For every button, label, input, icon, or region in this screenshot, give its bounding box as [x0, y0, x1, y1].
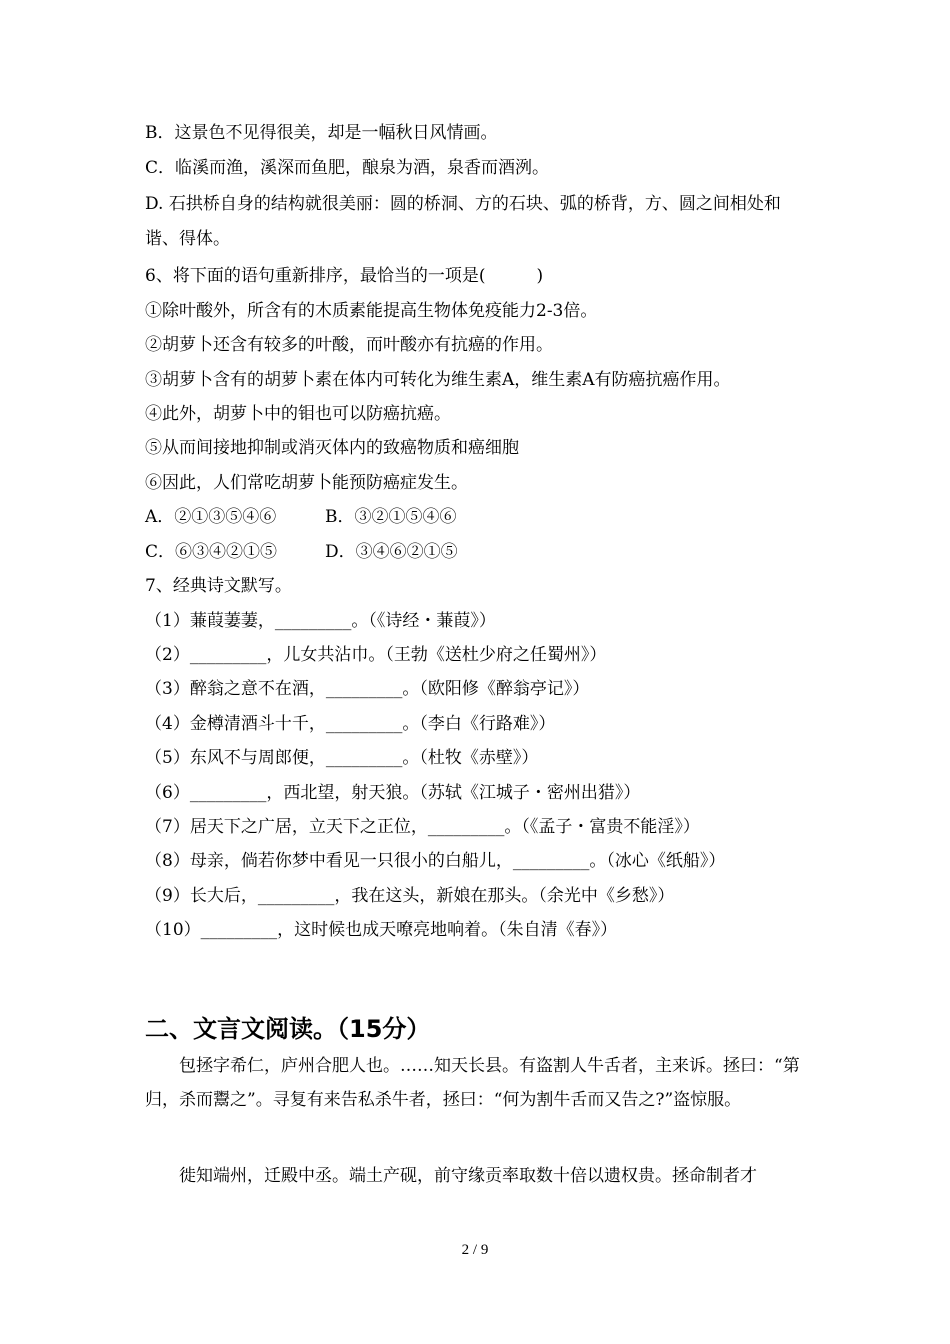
- q6-option-b: B．③②①⑤④⑥: [325, 507, 457, 527]
- q7-stem: 7、经典诗文默写。: [145, 576, 292, 596]
- q6-sentence-2: ②胡萝卜还含有较多的叶酸，而叶酸亦有抗癌的作用。: [145, 335, 553, 355]
- q6-sentence-1: ①除叶酸外，所含有的木质素能提高生物体免疫能力2-3倍。: [145, 301, 598, 321]
- q6-option-d: D．③④⑥②①⑤: [325, 542, 458, 562]
- classical-passage-paragraph-2: 徙知端州，迁殿中丞。端土产砚，前守缘贡率取数十倍以遗权贵。拯命制者才: [179, 1166, 757, 1186]
- q7-item-2: （2）_________，儿女共沾巾。（王勃《送杜少府之任蜀州》）: [145, 645, 607, 665]
- q7-item-4: （4）金樽清酒斗十千，_________。（李白《行路难》）: [145, 714, 556, 734]
- q6-options-row-1: [145, 505, 457, 529]
- classical-passage-paragraph-1: 包拯字希仁，庐州合肥人也。……知天长县。有盗割人牛舌者，主来诉。拯曰：“第归，杀而鬻之”。寻复有来告私杀牛者，拯曰：“何为割牛舌而又告之?”盗惊服。: [145, 1056, 800, 1110]
- q7-item-5: （5）东风不与周郎便，_________。（杜牧《赤壁》）: [145, 748, 539, 768]
- q5-option-c: C．临溪而渔，溪深而鱼肥，酿泉为酒，泉香而酒洌。: [145, 158, 550, 178]
- q7-item-7: （7）居天下之广居，立天下之正位，_________。（《孟子・富贵不能淫》）: [145, 817, 700, 837]
- q6-sentence-4: ④此外，胡萝卜中的钼也可以防癌抗癌。: [145, 404, 451, 424]
- q6-sentence-5: ⑤从而间接地抑制或消灭体内的致癌物质和癌细胞: [145, 438, 519, 458]
- q5-option-d: D. 石拱桥自身的结构就很美丽：圆的桥洞、方的石块、弧的桥背，方、圆之间相处和谐、得体。: [145, 194, 781, 249]
- q6-stem: 6、将下面的语句重新排序，最恰当的一项是( ): [145, 266, 544, 286]
- q7-item-1: （1）蒹葭萋萋，_________。（《诗经・蒹葭》）: [145, 611, 496, 631]
- q6-sentence-6: ⑥因此，人们常吃胡萝卜能预防癌症发生。: [145, 473, 468, 493]
- q7-item-9: （9）长大后，_________，我在这头，新娘在那头。（余光中《乡愁》）: [145, 886, 675, 906]
- q7-item-10: （10）_________，这时候也成天嘹亮地响着。（朱自清《春》）: [145, 920, 618, 940]
- q6-option-c: C．⑥③④②①⑤: [145, 542, 278, 562]
- q6-option-a: A．②①③⑤④⑥: [145, 507, 277, 527]
- section-heading: 二、文言文阅读。（15分）: [145, 1015, 431, 1043]
- q7-item-6: （6）_________，西北望，射天狼。（苏轼《江城子・密州出猎》）: [145, 783, 641, 803]
- q7-item-3: （3）醉翁之意不在酒，_________。（欧阳修《醉翁亭记》）: [145, 679, 590, 699]
- q6-options-row-2: [145, 540, 458, 564]
- page-number: 2 / 9: [461, 1242, 489, 1258]
- q5-option-b: B．这景色不见得很美，却是一幅秋日风情画。: [145, 123, 498, 143]
- q7-item-8: （8）母亲，倘若你梦中看见一只很小的白船儿，_________。（冰心《纸船》）: [145, 851, 726, 871]
- q6-sentence-3: ③胡萝卜含有的胡萝卜素在体内可转化为维生素A，维生素A有防癌抗癌作用。: [145, 370, 731, 390]
